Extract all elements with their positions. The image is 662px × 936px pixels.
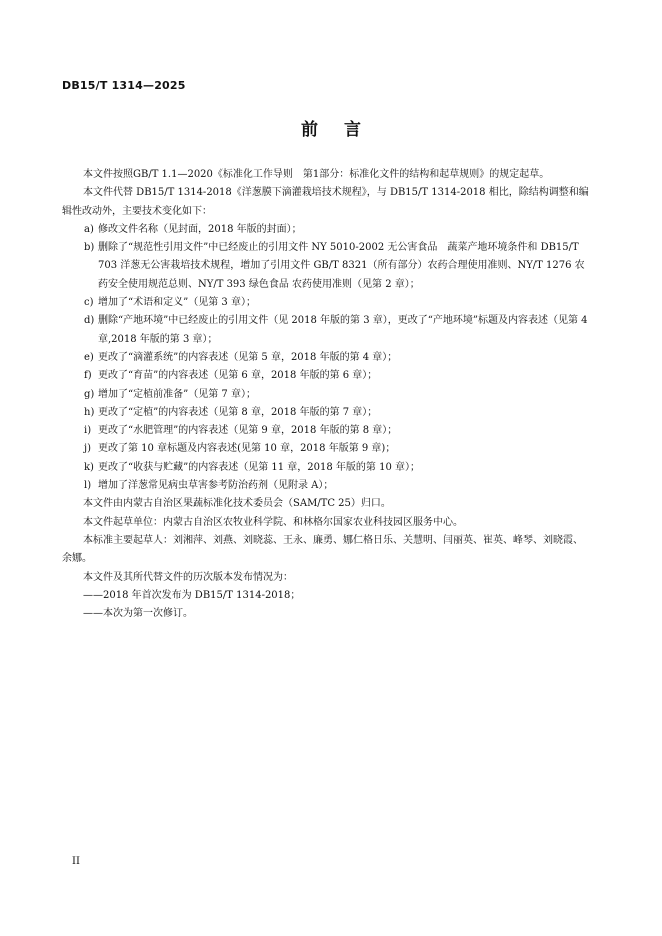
change-item-label: b): [84, 242, 95, 254]
history-item: ——2018 年首次发布为 DB15/T 1314-2018；: [83, 589, 301, 601]
change-item-label: k): [84, 461, 94, 473]
change-item: [62, 294, 592, 312]
change-item-label: l): [84, 480, 92, 492]
change-item-label: j): [84, 443, 92, 455]
change-item-label: f): [84, 370, 92, 382]
change-item-label: a): [84, 223, 94, 235]
change-item: [62, 386, 592, 404]
change-item-text: 增加了洋葱常见病虫草害参考防治药剂（见附录 A）；: [98, 480, 334, 492]
paragraph-drafting-rules: 本文件按照GB/T 1.1—2020《标准化工作导则 第1部分：标准化文件的结构和起草规则》的规定起草。: [83, 169, 550, 180]
change-item-text: 更改了“水肥管理”的内容表述（见第 9 章，2018 年版的第 8 章）；: [98, 425, 398, 437]
document-body: [62, 166, 592, 623]
change-item: [62, 367, 592, 385]
change-item-label: c): [84, 297, 94, 309]
change-item-label: e): [84, 351, 94, 363]
change-item-text: 更改了“定植”的内容表述（见第 8 章，2018 年版的第 7 章）；: [98, 406, 378, 418]
change-item-label: g): [84, 388, 95, 400]
paragraph-drafters: 本标准主要起草人：刘湘萍、刘燕、刘晓蕊、王永、廉勇、娜仁格日乐、关慧明、闫丽英、崔英、峰琴、刘晓霞、余娜。: [62, 534, 583, 565]
paragraph-drafting-units: 本文件起草单位：内蒙古自治区农牧业科学院、和林格尔国家农业科技园区服务中心。: [83, 516, 463, 528]
change-item-text: 更改了“育苗”的内容表述（见第 6 章，2018 年版的第 6 章）；: [98, 370, 378, 382]
change-item-text: 删除“产地环境”中已经废止的引用文件（见 2018 年版的第 3 章），更改了“产地环境”标题及内容表述（见第 4 章,2018 年版的第 3 章）；: [98, 315, 588, 345]
change-item-label: h): [84, 406, 95, 418]
change-item-text: 更改了第 10 章标题及内容表述(见第 10 章，2018 年版第 9 章)；: [98, 443, 396, 455]
standard-code: DB15/T 1314—2025: [62, 79, 186, 92]
change-item: [62, 349, 592, 367]
change-item: [62, 404, 592, 422]
change-item: [62, 440, 592, 458]
paragraph-committee: 本文件由内蒙古自治区果蔬标准化技术委员会（SAM/TC 25）归口。: [83, 498, 391, 510]
change-item-text: 更改了“收获与贮藏”的内容表述（见第 11 章，2018 年版的第 10 章）；: [98, 461, 421, 473]
page-number: II: [72, 856, 80, 867]
change-item: [62, 477, 592, 495]
change-item-label: d): [84, 315, 95, 327]
page-title: 前言: [301, 120, 387, 140]
history-item: ——本次为第一次修订。: [83, 608, 193, 620]
paragraph-history: 本文件及其所代替文件的历次版本发布情况为：: [83, 571, 293, 583]
change-item: [62, 459, 592, 477]
change-item: [62, 239, 592, 294]
change-item-label: i): [84, 425, 92, 437]
change-item-text: 删除了“规范性引用文件”中已经废止的引用文件 NY 5010-2002 无公害食品 蔬菜产地环境条件和 DB15/T 703 洋葱无公害栽培技术规程，增加了引用文件 GB/T 8321（所有部分）农药合理使用准则、NY/T 1276 农药安全使用规范总则、NY/T 393 绿色食品 农药使用准则（见第 2 章）；: [98, 242, 585, 290]
change-item-text: 更改了“滴灌系统”的内容表述（见第 5 章，2018 年版的第 4 章）；: [98, 351, 398, 363]
change-item: [62, 422, 592, 440]
change-item-text: 增加了“定植前准备”（见第 7 章）；: [98, 388, 256, 400]
change-item-text: 修改文件名称（见封面，2018 年版的封面）；: [98, 223, 302, 235]
paragraph-replaces: 本文件代替 DB15/T 1314-2018《洋葱膜下滴灌栽培技术规程》，与 DB15/T 1314-2018 相比，除结构调整和编辑性改动外，主要技术变化如下：: [62, 187, 589, 217]
change-item: [62, 312, 592, 349]
change-item: [62, 221, 592, 239]
change-item-text: 增加了“术语和定义”（见第 3 章）；: [98, 297, 256, 309]
